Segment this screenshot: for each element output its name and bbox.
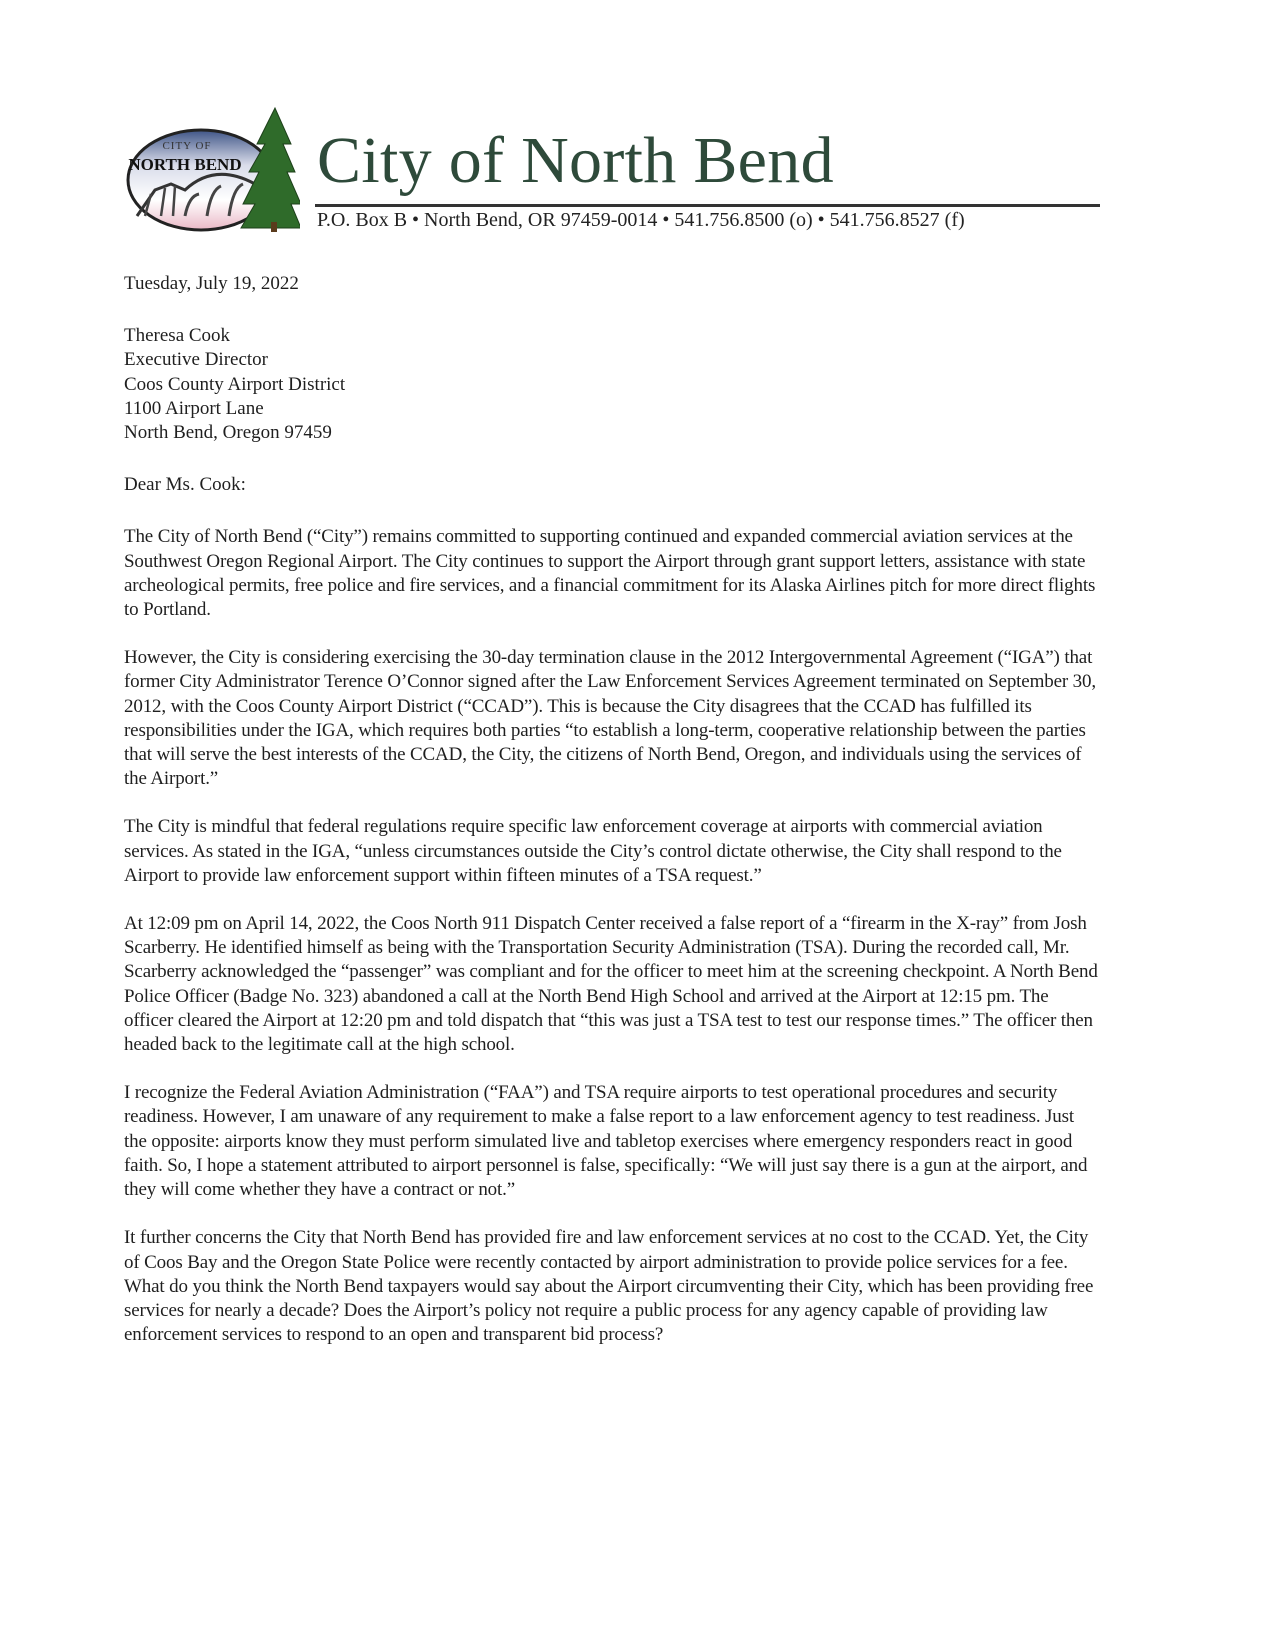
letter-date: Tuesday, July 19, 2022 <box>124 273 299 294</box>
recipient-city-state-zip: North Bend, Oregon 97459 <box>124 422 332 444</box>
svg-text:NORTH BEND: NORTH BEND <box>128 155 242 174</box>
recipient-street: 1100 Airport Lane <box>124 397 264 419</box>
letter-body <box>124 272 1099 1371</box>
recipient-name: Theresa Cook <box>124 325 231 347</box>
city-seal-logo <box>125 104 300 234</box>
letterhead <box>125 100 1105 250</box>
letterhead-title: City of North Bend <box>317 124 834 197</box>
letterhead-divider <box>315 204 1100 207</box>
recipient-title: Executive Director <box>124 349 269 371</box>
recipient-address <box>124 324 1099 445</box>
salutation: Dear Ms. Cook: <box>124 474 246 496</box>
paragraph-5: I recognize the Federal Aviation Administration (“FAA”) and TSA require airports to test operational procedures and security readiness. However, I am unaware of any requirement to make a false report to a law enforcement agency to test readiness. Just the opposite: airports know they must perform simulated live and tabletop exercises where emergency responders react in good faith. So, I hope a statement attributed to airport personnel is false, specifically: “We will just say there is a gun at the airport, and they will come whether they have a contract or not.” <box>124 1082 1088 1201</box>
bridge-tree-logo-icon <box>125 104 300 234</box>
paragraph-1: The City of North Bend (“City”) remains committed to supporting continued and expanded commercial aviation services at the Southwest Oregon Regional Airport. The City continues to support the Airport through grant support letters, assistance with state archeological permits, free police and fire services, and a financial commitment for its Alaska Airlines pitch for more direct flights to Portland. <box>124 526 1096 621</box>
paragraph-3: The City is mindful that federal regulations require specific law enforcement coverage at airports with commercial aviation services. As stated in the IGA, “unless circumstances outside the City’s control dictate otherwise, the City shall respond to the Airport to provide law enforcement support within fifteen minutes of a TSA request.” <box>124 816 1062 886</box>
paragraph-6: It further concerns the City that North Bend has provided fire and law enforcement services at no cost to the CCAD. Yet, the City of Coos Bay and the Oregon State Police were recently contacted by airport administration to provide police services for a fee. What do you think the North Bend taxpayers would say about the Airport circumventing their City, which has been providing free services for nearly a decade? Does the Airport’s policy not require a public process for any agency capable of providing law enforcement services to respond to an open and transparent bid process? <box>124 1227 1094 1346</box>
letterhead-contact-line: P.O. Box B • North Bend, OR 97459-0014 • 541.756.8500 (o) • 541.756.8527 (f) <box>317 209 965 231</box>
recipient-organization: Coos County Airport District <box>124 373 346 395</box>
paragraph-2: However, the City is considering exercising the 30-day termination clause in the 2012 Intergovernmental Agreement (“IGA”) that former City Administrator Terence O’Connor signed after the Law Enforcement Services Agreement terminated on September 30, 2012, with the Coos County Airport District (“CCAD”). This is because the City disagrees that the CCAD has fulfilled its responsibilities under the IGA, which requires both parties “to establish a long-term, cooperative relationship between the parties that will serve the best interests of the CCAD, the City, the citizens of North Bend, Oregon, and individuals using the services of the Airport.” <box>124 647 1096 790</box>
svg-text:CITY OF: CITY OF <box>162 140 212 152</box>
paragraph-4: At 12:09 pm on April 14, 2022, the Coos North 911 Dispatch Center received a false report of a “firearm in the X-ray” from Josh Scarberry. He identified himself as being with the Transportation Security Administration (TSA). During the recorded call, Mr. Scarberry acknowledged the “passenger” was compliant and for the officer to meet him at the screening checkpoint. A North Bend Police Officer (Badge No. 323) abandoned a call at the North Bend High School and arrived at the Airport at 12:15 pm. The officer cleared the Airport at 12:20 pm and told dispatch that “this was just a TSA test to test our response times.” The officer then headed back to the legitimate call at the high school. <box>124 913 1098 1056</box>
